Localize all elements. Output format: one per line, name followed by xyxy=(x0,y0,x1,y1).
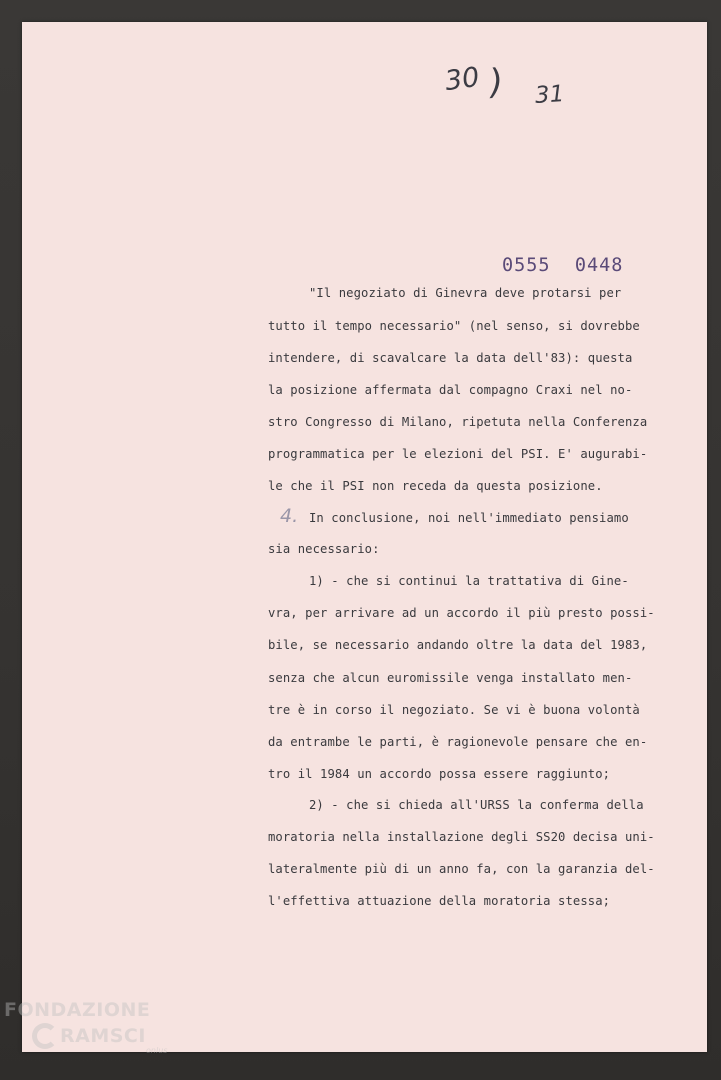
watermark-line-3: onlus xyxy=(146,1046,168,1055)
text-line: tro il 1984 un accordo possa essere raggiunto; xyxy=(268,767,611,781)
text-line: In conclusione, noi nell'immediato pensiamo xyxy=(309,511,629,525)
text-line: l'effettiva attuazione della moratoria stessa; xyxy=(268,894,611,908)
document-page xyxy=(22,22,707,1052)
text-line: lateralmente più di un anno fa, con la garanzia del- xyxy=(268,862,655,876)
text-line: da entrambe le parti, è ragionevole pensare che en- xyxy=(268,735,648,749)
text-line: bile, se necessario andando oltre la data del 1983, xyxy=(268,638,648,652)
text-line: 2) - che si chieda all'URSS la conferma della xyxy=(309,798,644,812)
watermark-line-1: FONDAZIONE xyxy=(4,999,151,1021)
text-line: 1) - che si continui la trattativa di Gine- xyxy=(309,574,629,588)
text-line: tre è in corso il negoziato. Se vi è buona volontà xyxy=(268,703,640,717)
text-line: senza che alcun euromissile venga installato men- xyxy=(268,671,633,685)
text-line: sia necessario: xyxy=(268,542,380,556)
text-line: stro Congresso di Milano, ripetuta nella Conferenza xyxy=(268,415,648,429)
handwritten-bracket: ) xyxy=(487,61,506,103)
text-line: vra, per arrivare ad un accordo il più presto possi- xyxy=(268,606,655,620)
archive-stamp-number: 0555 0448 xyxy=(502,255,624,276)
handwritten-page-number: 31 xyxy=(534,81,566,109)
fondazione-gramsci-watermark xyxy=(4,999,168,1055)
handwritten-paragraph-number: 4. xyxy=(280,505,299,527)
watermark-line-2 xyxy=(32,1023,146,1049)
text-line: tutto il tempo necessario" (nel senso, si dovrebbe xyxy=(268,319,640,333)
handwritten-old-page-number: 30 xyxy=(443,61,482,98)
text-line: la posizione affermata dal compagno Craxi nel no- xyxy=(268,383,633,397)
text-line: intendere, di scavalcare la data dell'83): questa xyxy=(268,351,633,365)
text-line: "Il negoziato di Ginevra deve protarsi per xyxy=(309,286,622,300)
text-line: le che il PSI non receda da questa posizione. xyxy=(268,479,603,493)
watermark-gramsci-text: RAMSCI xyxy=(60,1024,146,1047)
watermark-g-logo-icon xyxy=(32,1023,58,1049)
text-line: moratoria nella installazione degli SS20 decisa uni- xyxy=(268,830,655,844)
text-line: programmatica per le elezioni del PSI. E' augurabi- xyxy=(268,447,648,461)
